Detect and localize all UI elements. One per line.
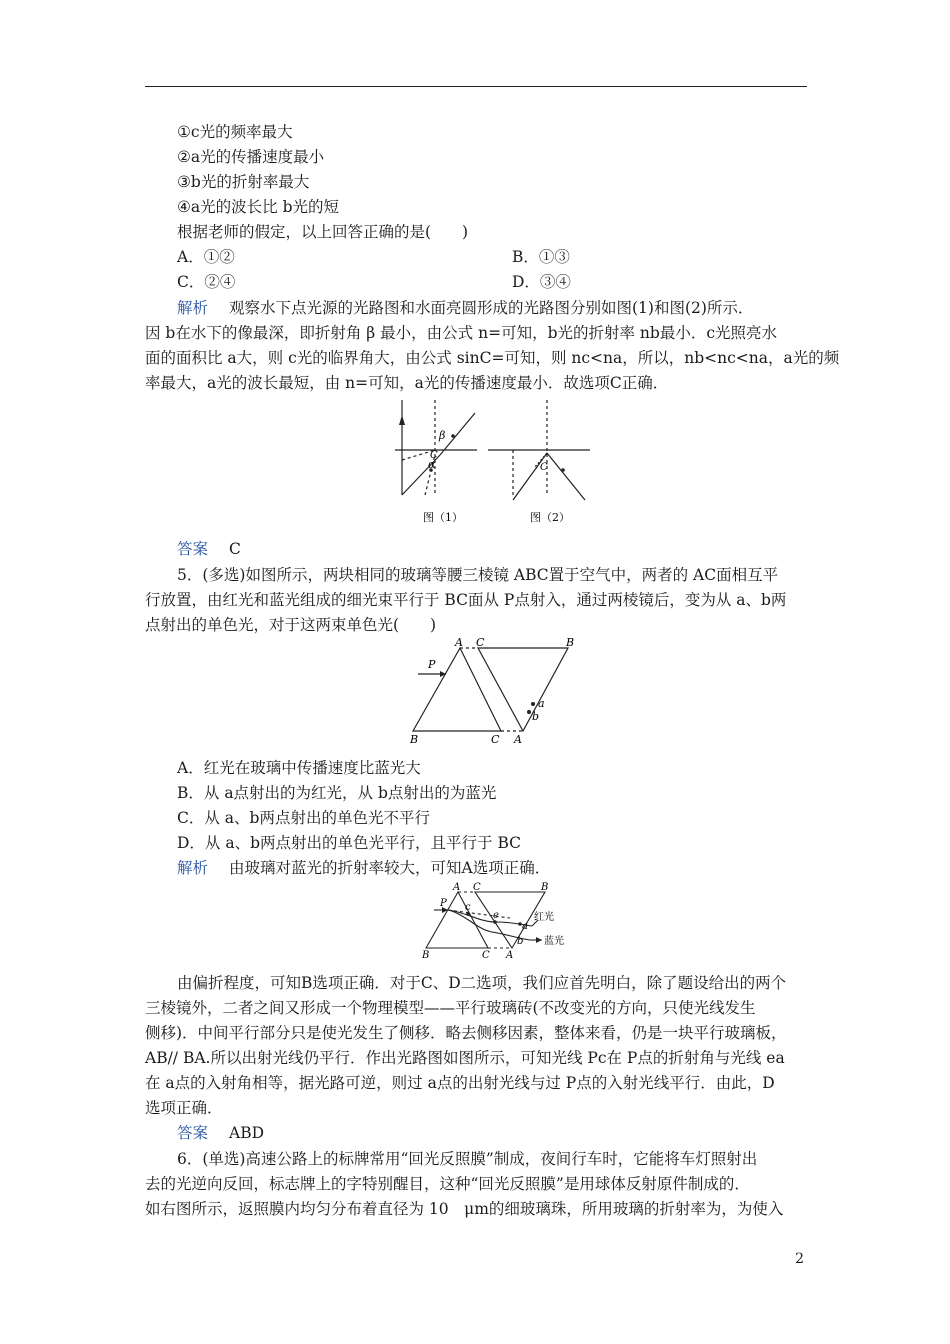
q5-choice-b: B．从 a点射出的为红光，从 b点射出的为蓝光 <box>177 784 497 802</box>
q5f-label-a: a <box>522 921 528 932</box>
q4-analysis-line-4: 率最大，a光的波长最短，由 n=可知，a光的传播速度最小．故选项C正确． <box>145 374 669 392</box>
q5f-label-p: P <box>440 898 447 909</box>
q4-prompt: 根据老师的假定，以上回答正确的是( ) <box>177 223 469 241</box>
q5-label-b1: B <box>566 636 575 649</box>
q4-choice-d: D．③④ <box>512 273 571 291</box>
page-number: 2 <box>795 1251 804 1267</box>
q4-option-4: ④a光的波长比 b光的短 <box>177 198 339 216</box>
q4-optics-figure <box>385 395 595 530</box>
q5-label-b: b <box>532 710 540 723</box>
q5f-label-b1: B <box>541 882 549 893</box>
q5-prism-figure <box>408 636 583 748</box>
q5-stem-line-3: 点射出的单色光，对于这两束单色光( ) <box>145 616 437 634</box>
q4-option-1: ①c光的频率最大 <box>177 123 293 141</box>
q4-analysis-line-1: 观察水下点光源的光路图和水面亮圆形成的光路图分别如图(1)和图(2)所示． <box>229 299 754 317</box>
fig-beta-label: β <box>439 429 446 442</box>
q5-body-line-1: 由偏折程度，可知B选项正确．对于C、D二选项，我们应首先明白，除了题设给出的两个 <box>177 974 787 992</box>
q4-option-3: ③b光的折射率最大 <box>177 173 310 191</box>
q5-stem-line-2: 行放置，由红光和蓝光组成的细光束平行于 BC面从 P点射入，通过两棱镜后，变为从 a、b两 <box>145 591 787 609</box>
q5-answer: ABD <box>229 1124 265 1142</box>
q5-label-p: P <box>428 658 436 671</box>
q5f-label-red: 红光 <box>534 912 554 923</box>
q5-analysis-line-1: 由玻璃对蓝光的折射率较大，可知A选项正确． <box>229 859 551 877</box>
q5f-label-a2: A <box>506 950 514 961</box>
q5-label-a: a <box>538 697 545 710</box>
q5-choice-a: A．红光在玻璃中传播速度比蓝光大 <box>177 759 421 777</box>
q4-option-2: ②a光的传播速度最小 <box>177 148 325 166</box>
q5-body-line-2: 三棱镜外，二者之间又形成一个物理模型——平行玻璃砖(不改变光的方向，只使光线发生 <box>145 999 756 1017</box>
q5f-label-c2: C <box>482 950 490 961</box>
q5-body-line-3: 侧移)．中间平行部分只是使光发生了侧移．略去侧移因素，整体来看，仍是一块平行玻璃板， <box>145 1024 787 1042</box>
q4-answer: C <box>229 540 241 558</box>
q5-choice-d: D．从 a、b两点射出的单色光平行，且平行于 BC <box>177 834 521 852</box>
fig-2-caption: 图（2） <box>530 511 570 524</box>
q6-line-2: 去的光逆向反回，标志牌上的字特别醒目，这种“回光反照膜”是用球体反射原件制成的． <box>145 1175 750 1193</box>
q5-label-b2: B <box>410 733 419 746</box>
q5f-label-e: e <box>493 910 499 921</box>
q5f-label-c1: C <box>473 882 481 893</box>
q5-body-line-6: 选项正确． <box>145 1099 223 1117</box>
q4-analysis-line-3: 面的面积比 a大，则 c光的临界角大，由公式 sinC=可知，则 nc<na，所以，nb<nc<na，a光的频 <box>145 349 840 367</box>
q5-body-line-4: AB// BA.所以出射光线仍平行．作出光路图如图所示，可知光线 Pc在 P点的折射角与光线 ea <box>145 1049 785 1067</box>
q5f-label-a1: A <box>453 882 461 893</box>
fig-c-label-2: C <box>540 462 548 473</box>
q4-answer-label: 答案 <box>177 540 209 558</box>
fig-1-caption: 图（1） <box>423 511 463 524</box>
q5-label-c2: C <box>491 733 500 746</box>
q5f-label-c: c <box>465 902 471 913</box>
q5-answer-label: 答案 <box>177 1124 209 1142</box>
q6-line-1: 6．(单选)高速公路上的标牌常用“回光反照膜”制成，夜间行车时，它能将车灯照射出 <box>177 1150 758 1168</box>
q5-body-line-5: 在 a点的入射角相等，据光路可逆，则过 a点的出射光线与过 P点的入射光线平行．由此，D <box>145 1074 775 1092</box>
header-rule <box>145 86 807 87</box>
q5-choice-c: C．从 a、b两点射出的单色光不平行 <box>177 809 430 827</box>
q5f-label-b2: B <box>422 950 430 961</box>
q4-choice-a: A．①② <box>177 248 235 266</box>
q4-choice-b: B．①③ <box>512 248 570 266</box>
q4-analysis-line-2: 因 b在水下的像最深，即折射角 β 最小，由公式 n=可知，b光的折射率 nb最小．c光照亮水 <box>145 324 777 342</box>
fig-alpha-label: α <box>428 458 436 471</box>
q5-label-a2: A <box>514 733 522 746</box>
fig-c-label-1: C <box>430 450 438 461</box>
q5f-label-b: b <box>517 936 524 947</box>
q5-label-a1: A <box>455 636 463 649</box>
q5f-label-blue: 蓝光 <box>544 936 564 947</box>
q4-choice-c: C．②④ <box>177 273 236 291</box>
q5-analysis-label: 解析 <box>177 859 209 877</box>
q4-analysis-label: 解析 <box>177 299 209 317</box>
q5-label-c1: C <box>476 636 485 649</box>
q6-line-3: 如右图所示，返照膜内均匀分布着直径为 10 μm的细玻璃珠，所用玻璃的折射率为，为使入 <box>145 1200 784 1218</box>
q5-light-path-figure <box>420 882 570 960</box>
q5-stem-line-1: 5．(多选)如图所示，两块相同的玻璃等腰三棱镜 ABC置于空气中，两者的 AC面相互平 <box>177 566 779 584</box>
